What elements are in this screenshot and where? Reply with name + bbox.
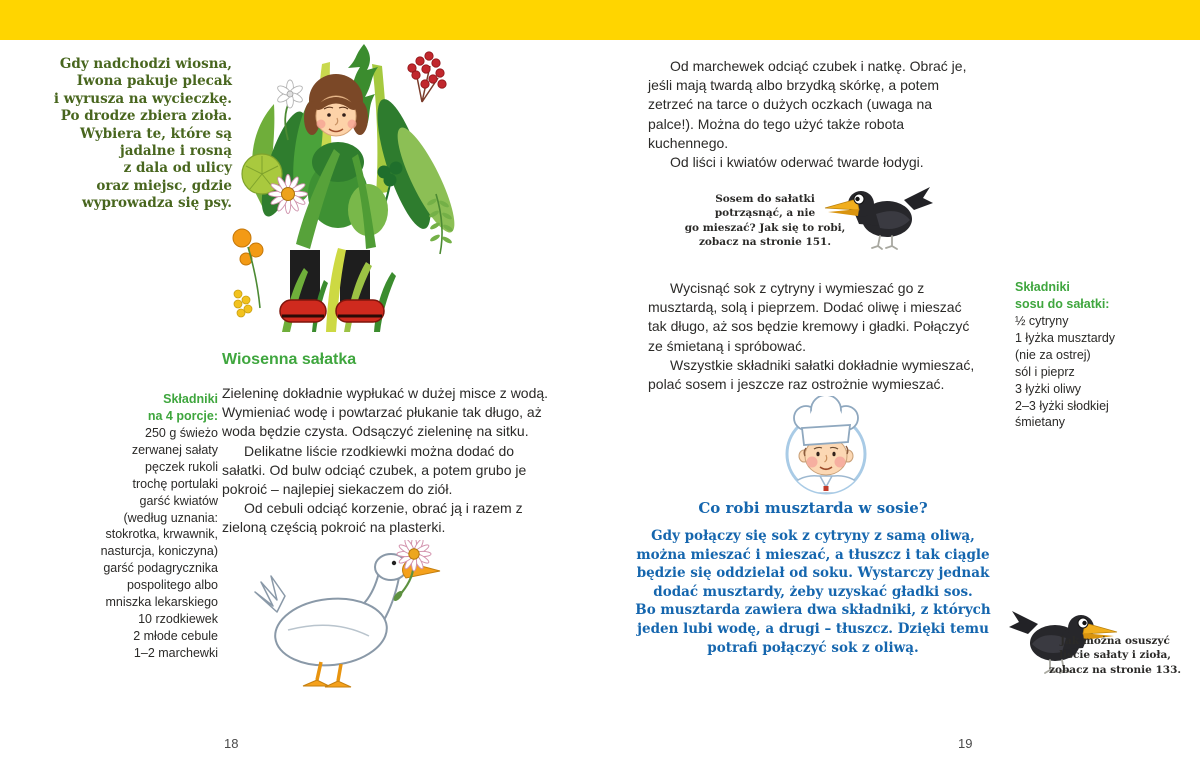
question-heading: Co robi musztarda w sosie?	[698, 499, 928, 517]
page-number-left: 18	[224, 736, 239, 751]
step-paragraph: Wycisnąć sok z cytryny i wymieszać go z musztardą, solą i pieprzem. Dodać oliwę i mieszać tak długo, aż sos będzie kremowy i gładki. Połączyć ze śmietaną i spróbować.	[648, 280, 970, 354]
ingredients-right-items	[1015, 313, 1180, 431]
intro-poem-line: Wybiera te, które są	[80, 125, 232, 142]
crow-tip-line: liście sałaty i zioła,	[1059, 649, 1171, 662]
explanation-line: Gdy połączy się sok z cytryny z samą oliwą,	[651, 528, 975, 544]
ingredient-line: (według uznania:	[123, 510, 218, 525]
crow-icon	[824, 186, 934, 250]
ingredient-line: mniszka lekarskiego	[105, 595, 218, 610]
goose-with-daisy-illustration	[243, 540, 458, 690]
step-paragraph: Wszystkie składniki sałatki dokładnie wymieszać, polać sosem i jeszcze raz ostrożnie wymieszać.	[648, 356, 975, 393]
ingredients-title-line: Składniki	[1015, 280, 1070, 294]
top-accent-bar	[0, 0, 1200, 40]
intro-poem	[36, 56, 232, 213]
step-paragraph: Delikatne liście rzodkiewki można dodać do sałatki. Od bulw odciąć czubek, a potem grubo je pokroić – najlepiej siekaczem do ziół.	[222, 442, 527, 498]
ingredient-line: 1 łyżka musztardy	[1015, 330, 1116, 345]
intro-poem-line: Gdy nadchodzi wiosna,	[59, 56, 232, 72]
intro-poem-line: oraz miejsc, gdzie	[96, 177, 232, 194]
ingredients-left	[60, 391, 218, 662]
ingredient-line: garść podagrycznika	[103, 561, 218, 576]
ingredients-title-line: na 4 porcje:	[147, 409, 218, 423]
ingredient-line: 3 łyżki oliwy	[1015, 381, 1081, 396]
recipe-steps-left	[222, 384, 552, 538]
ingredient-line: zerwanej sałaty	[131, 442, 218, 457]
ingredients-right	[1015, 279, 1180, 431]
ingredients-right-title	[1015, 279, 1180, 313]
intro-poem-line: wyprowadza się psy.	[82, 195, 232, 212]
recipe-steps-right-mid	[648, 279, 978, 394]
step-paragraph: Od cebuli odciąć korzenie, obrać ją i razem z zieloną częścią pokroić na plasterki.	[222, 500, 523, 536]
ingredient-line: 10 rzodkiewek	[138, 611, 218, 626]
ingredient-line: pospolitego albo	[126, 578, 218, 593]
step-paragraph: Od marchewek odciąć czubek i natkę. Obrać je, jeśli mają twardą albo brzydką skórkę, a potem zetrzeć na tarce o dużych oczkach (uwaga na palce!). Można do tego użyć także robota kuchennego.	[648, 58, 967, 151]
ingredients-title-line: sosu do sałatki:	[1015, 297, 1110, 311]
intro-poem-line: Po drodze zbiera zioła.	[60, 108, 232, 125]
recipe-steps-right-top	[648, 57, 978, 172]
explanation-line: Bo musztarda zawiera dwa składniki, z których	[635, 602, 991, 619]
ingredient-line: ½ cytryny	[1015, 314, 1069, 328]
crow-tip-top	[684, 192, 846, 250]
ingredient-line: garść kwiatów	[139, 493, 218, 508]
ingredient-line: 1–2 marchewki	[133, 645, 218, 660]
crow-tip-line: Sosem do sałatki	[715, 193, 815, 205]
ingredient-line: 2–3 łyżki słodkiej	[1015, 398, 1109, 413]
crow-tip-line: go mieszać? Jak się to robi,	[684, 221, 846, 234]
intro-poem-line: jadalne i rosną	[119, 143, 232, 160]
ingredient-line: pęczek rukoli	[145, 459, 218, 474]
ingredient-line: (nie za ostrej)	[1015, 347, 1091, 362]
crow-tip-line: Jak można osuszyć	[1060, 635, 1170, 647]
ingredients-left-title	[60, 391, 218, 425]
intro-poem-line: Iwona pakuje plecak	[76, 73, 232, 90]
mustard-explanation	[635, 527, 991, 657]
intro-poem-line: z dala od ulicy	[123, 160, 232, 177]
ingredient-line: trochę portulaki	[132, 476, 218, 491]
explanation-line: będzie się oddzielał od soku. Wystarczy jednak	[636, 565, 990, 582]
explanation-line: potrafi połączyć sok z oliwą.	[707, 639, 919, 656]
explanation-line: można mieszać i mieszać, a tłuszcz i tak ciągle	[636, 546, 990, 563]
crow-tip-bottom	[1050, 634, 1180, 677]
child-in-herbs-illustration	[226, 42, 466, 338]
ingredient-line: 2 młode cebule	[133, 628, 218, 643]
intro-poem-line: i wyrusza na wycieczkę.	[53, 90, 232, 107]
crow-tip-line: potrząsnąć, a nie	[714, 207, 816, 220]
ingredient-line: śmietany	[1015, 415, 1066, 430]
ingredient-line: sól i pieprz	[1015, 364, 1075, 379]
recipe-title: Wiosenna sałatka	[222, 351, 357, 368]
ingredient-line: stokrotka, krwawnik,	[105, 527, 218, 542]
ingredient-line: 250 g świeżo	[145, 426, 218, 440]
explanation-line: jeden lubi wodę, a drugi – tłuszcz. Dzięki temu	[637, 620, 989, 637]
chef-icon	[770, 396, 882, 496]
ingredients-left-items	[60, 425, 218, 662]
ingredients-title-line: Składniki	[163, 392, 218, 406]
ingredient-line: nasturcja, koniczyna)	[100, 544, 218, 559]
explanation-line: dodać musztardy, żeby uzyskać gładki sos.	[653, 583, 973, 600]
step-paragraph: Od liści i kwiatów oderwać twarde łodygi.	[670, 154, 924, 171]
crow-tip-line: zobacz na stronie 151.	[698, 236, 832, 249]
step-paragraph: Zieleninę dokładnie wypłukać w dużej misce z wodą. Wymieniać wodę i powtarzać płukanie tak długo, aż woda będzie czysta. Odsączyć zieleninę na sitku.	[222, 385, 549, 440]
crow-tip-line: zobacz na stronie 133.	[1048, 663, 1182, 676]
page-number-right: 19	[958, 736, 973, 751]
